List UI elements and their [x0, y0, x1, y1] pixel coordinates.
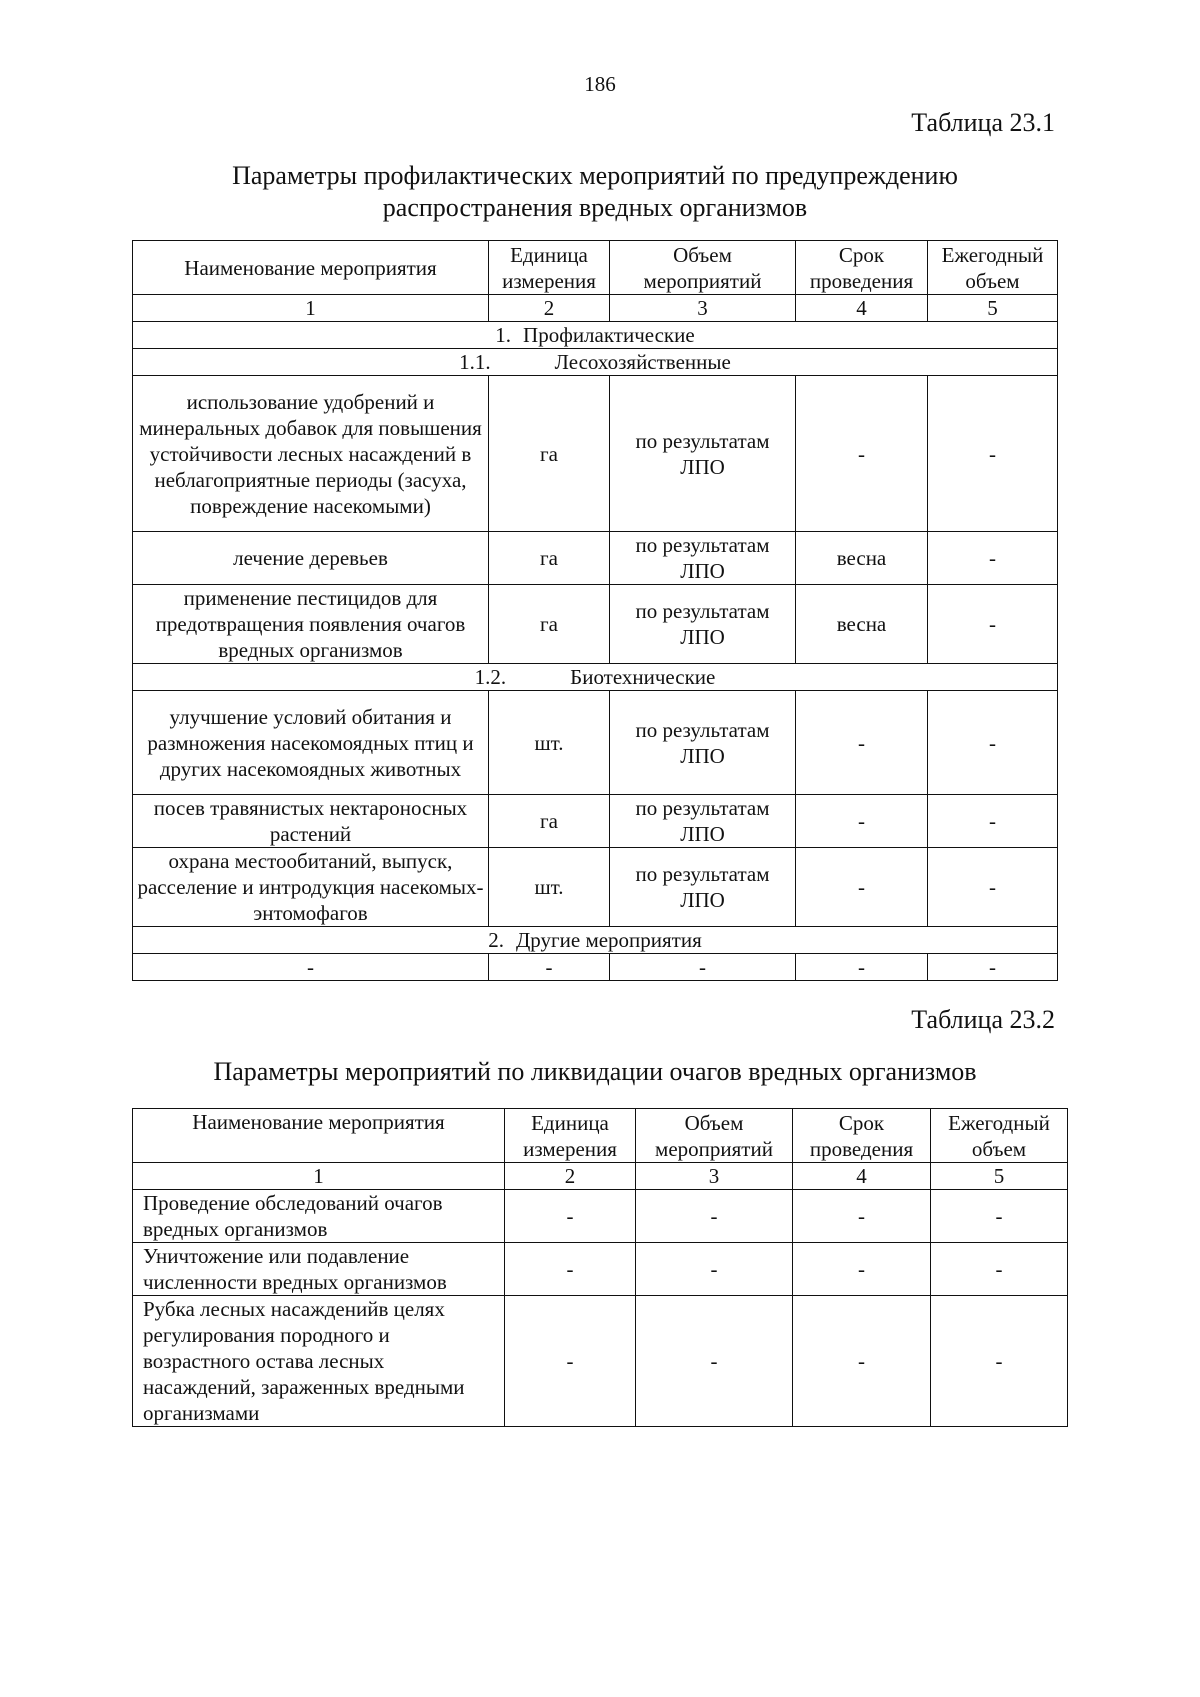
section-number: 1. — [495, 323, 512, 347]
cell-term: - — [793, 1243, 931, 1296]
table1-colnum-row — [133, 295, 1058, 322]
table1-header-row — [133, 241, 1058, 295]
table1 — [132, 240, 1058, 981]
cell-term: - — [796, 691, 928, 795]
section-row — [133, 322, 1058, 349]
cell-name: улучшение условий обитания и размножения насекомоядных птиц и других насекомоядных животных — [133, 691, 489, 795]
subsection-heading — [133, 664, 1058, 691]
colnum-3: 3 — [610, 295, 796, 322]
cell-name: лечение деревьев — [133, 532, 489, 585]
cell-unit: - — [505, 1190, 636, 1243]
colnum-5: 5 — [931, 1163, 1068, 1190]
cell-unit: шт. — [489, 848, 610, 927]
subsection-number: 1.2. — [474, 665, 507, 689]
header-unit: Единица измерения — [489, 241, 610, 295]
colnum-5: 5 — [928, 295, 1058, 322]
cell-annual: - — [928, 691, 1058, 795]
subsection-row — [133, 664, 1058, 691]
section-heading — [133, 927, 1058, 954]
cell-name: посев травянистых нектароносных растений — [133, 795, 489, 848]
cell-unit: шт. — [489, 691, 610, 795]
colnum-2: 2 — [489, 295, 610, 322]
table2-caption: Таблица 23.2 — [911, 1005, 1055, 1034]
cell-term: - — [796, 954, 928, 981]
cell-unit: га — [489, 795, 610, 848]
header-volume: Объем мероприятий — [610, 241, 796, 295]
table-row — [133, 585, 1058, 664]
subsection-heading — [133, 349, 1058, 376]
cell-term: весна — [796, 532, 928, 585]
cell-unit: - — [505, 1243, 636, 1296]
subsection-row — [133, 349, 1058, 376]
table2 — [132, 1108, 1068, 1427]
cell-annual: - — [928, 585, 1058, 664]
section-row — [133, 927, 1058, 954]
header-term: Срок проведения — [793, 1109, 931, 1163]
cell-annual: - — [931, 1190, 1068, 1243]
cell-volume: - — [636, 1296, 793, 1427]
cell-volume: - — [636, 1190, 793, 1243]
header-term: Срок проведения — [796, 241, 928, 295]
table1-title-line2: распространения вредных организмов — [382, 193, 808, 222]
cell-volume: по результатам ЛПО — [610, 848, 796, 927]
cell-annual: - — [931, 1296, 1068, 1427]
table-row — [133, 1296, 1068, 1427]
subsection-title: Биотехнические — [570, 665, 716, 689]
table1-caption: Таблица 23.1 — [911, 108, 1055, 137]
cell-name: Проведение обследований очагов вредных организмов — [133, 1190, 505, 1243]
colnum-1: 1 — [133, 1163, 505, 1190]
header-unit: Единица измерения — [505, 1109, 636, 1163]
table-row — [133, 795, 1058, 848]
colnum-3: 3 — [636, 1163, 793, 1190]
colnum-1: 1 — [133, 295, 489, 322]
cell-term: - — [796, 795, 928, 848]
table-row — [133, 532, 1058, 585]
cell-term: - — [793, 1190, 931, 1243]
cell-term: - — [796, 376, 928, 532]
table2-title: Параметры мероприятий по ликвидации очагов вредных организмов — [213, 1057, 977, 1086]
header-volume: Объем мероприятий — [636, 1109, 793, 1163]
colnum-4: 4 — [796, 295, 928, 322]
cell-name: применение пестицидов для предотвращения появления очагов вредных организмов — [133, 585, 489, 664]
table1-title-line1: Параметры профилактических мероприятий по предупреждению — [232, 161, 958, 190]
table-row — [133, 1243, 1068, 1296]
table2-colnum-row — [133, 1163, 1068, 1190]
cell-annual: - — [931, 1243, 1068, 1296]
cell-annual: - — [928, 848, 1058, 927]
cell-term: - — [793, 1296, 931, 1427]
cell-name: - — [133, 954, 489, 981]
cell-volume: по результатам ЛПО — [610, 795, 796, 848]
cell-volume: по результатам ЛПО — [610, 532, 796, 585]
cell-unit: га — [489, 585, 610, 664]
cell-name: Уничтожение или подавление численности вредных организмов — [133, 1243, 505, 1296]
table-row — [133, 954, 1058, 981]
section-title: Другие мероприятия — [515, 928, 702, 952]
cell-volume: по результатам ЛПО — [610, 376, 796, 532]
section-number: 2. — [488, 928, 504, 952]
header-annual: Ежегодный объем — [931, 1109, 1068, 1163]
cell-name: Рубка лесных насажденийв целях регулирования породного и возрастного остава лесных насаждений, зараженных вредными организмами — [133, 1296, 505, 1427]
cell-unit: га — [489, 376, 610, 532]
section-heading — [133, 322, 1058, 349]
cell-annual: - — [928, 795, 1058, 848]
header-annual: Ежегодный объем — [928, 241, 1058, 295]
subsection-title: Лесохозяйственные — [554, 350, 731, 374]
table-row — [133, 376, 1058, 532]
colnum-4: 4 — [793, 1163, 931, 1190]
table-row — [133, 848, 1058, 927]
cell-annual: - — [928, 954, 1058, 981]
header-name: Наименование мероприятия — [133, 1109, 505, 1163]
cell-unit: - — [505, 1296, 636, 1427]
subsection-number: 1.1. — [459, 350, 491, 374]
cell-volume: - — [610, 954, 796, 981]
cell-annual: - — [928, 376, 1058, 532]
header-name: Наименование мероприятия — [133, 241, 489, 295]
table2-header-row — [133, 1109, 1068, 1163]
cell-volume: по результатам ЛПО — [610, 585, 796, 664]
cell-term: весна — [796, 585, 928, 664]
table-row — [133, 1190, 1068, 1243]
table-row — [133, 691, 1058, 795]
cell-name: использование удобрений и минеральных добавок для повышения устойчивости лесных насаждений в неблагоприятные периоды (засуха, повреждение насекомыми) — [133, 376, 489, 532]
cell-annual: - — [928, 532, 1058, 585]
section-title: Профилактические — [523, 323, 695, 347]
cell-name: охрана местообитаний, выпуск, расселение и интродукция насекомых-энтомофагов — [133, 848, 489, 927]
table1-title — [130, 160, 1060, 224]
page-number: 186 — [584, 72, 616, 96]
cell-volume: - — [636, 1243, 793, 1296]
cell-term: - — [796, 848, 928, 927]
cell-unit: - — [489, 954, 610, 981]
colnum-2: 2 — [505, 1163, 636, 1190]
cell-volume: по результатам ЛПО — [610, 691, 796, 795]
cell-unit: га — [489, 532, 610, 585]
